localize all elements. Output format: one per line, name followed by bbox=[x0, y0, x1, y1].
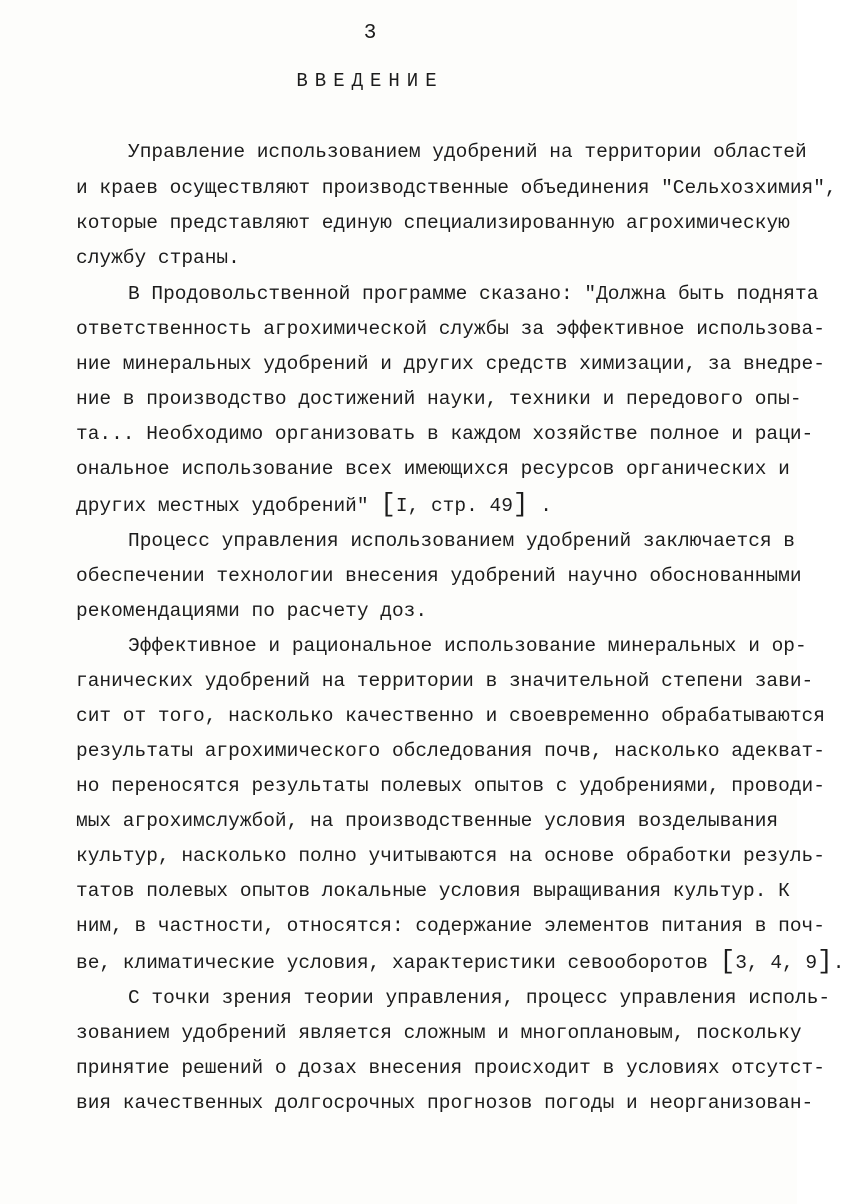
text-line: Управление использованием удобрений на территории областей bbox=[128, 141, 807, 163]
text-line: ние в производство достижений науки, техники и передового опы- bbox=[76, 388, 802, 410]
text-line: которые представляют единую специализированную агрохимическую bbox=[76, 212, 790, 234]
open-bracket: [ bbox=[380, 489, 396, 519]
citation: I, стр. 49 bbox=[395, 495, 513, 517]
text-line: ответственность агрохимической службы за эффективное использова- bbox=[76, 318, 825, 340]
text-line: службу страны. bbox=[76, 247, 240, 269]
text-line: та... Необходимо организовать в каждом хозяйстве полное и раци- bbox=[76, 423, 814, 445]
text-line: Процесс управления использованием удобрений заключается в bbox=[128, 530, 796, 552]
page-number: 3 bbox=[363, 22, 377, 45]
text-line: рекомендациями по расчету доз. bbox=[76, 600, 428, 622]
text-line: принятие решений о дозах внесения происходит в условиях отсутст- bbox=[76, 1057, 825, 1079]
text-line: ним, в частности, относятся: содержание элементов питания в поч- bbox=[76, 915, 825, 937]
text-line bbox=[76, 946, 844, 976]
text-line: С точки зрения теории управления, процесс управления исполь- bbox=[128, 987, 831, 1009]
text-line: ональное использование всех имеющихся ресурсов органических и bbox=[76, 458, 790, 480]
text-line: мых агрохимслужбой, на производственные условия возделывания bbox=[76, 810, 779, 832]
text-line: результаты агрохимического обследования почв, насколько адекват- bbox=[76, 740, 825, 762]
citation: 3, 4, 9 bbox=[735, 952, 818, 974]
open-bracket: [ bbox=[719, 946, 736, 976]
text-line: но переносятся результаты полевых опытов с удобрениями, проводи- bbox=[76, 775, 825, 797]
text-line: ганических удобрений на территории в значительной степени зави- bbox=[76, 670, 814, 692]
text-line: и краев осуществляют производственные объединения "Сельхозхимия", bbox=[76, 177, 837, 199]
close-bracket: ] bbox=[817, 946, 833, 976]
text-line: Эффективное и рациональное использование минеральных и ор- bbox=[128, 635, 807, 657]
close-bracket: ] bbox=[512, 489, 529, 519]
text-line: татов полевых опытов локальные условия выращивания культур. К bbox=[76, 880, 790, 902]
text-line: обеспечении технологии внесения удобрений научно обоснованными bbox=[76, 565, 802, 587]
text-line bbox=[76, 489, 552, 519]
page-title: ВВЕДЕНИЕ bbox=[296, 70, 444, 92]
text-line: сит от того, насколько качественно и своевременно обрабатываются bbox=[76, 705, 825, 727]
period: . bbox=[540, 495, 552, 517]
text-line: вия качественных долгосрочных прогнозов погоды и неорганизован- bbox=[76, 1092, 814, 1114]
period: . bbox=[832, 952, 844, 974]
text-line: зованием удобрений является сложным и многоплановым, поскольку bbox=[76, 1022, 802, 1044]
text-line: В Продовольственной программе сказано: "Должна быть поднята bbox=[128, 283, 819, 305]
quote-end: других местных удобрений" bbox=[76, 495, 369, 517]
text-line: культур, насколько полно учитываются на основе обработки резуль- bbox=[76, 845, 825, 867]
text-line: ние минеральных удобрений и других средств химизации, за внедре- bbox=[76, 353, 825, 375]
sentence-text: ве, климатические условия, характеристики севооборотов bbox=[76, 952, 708, 974]
